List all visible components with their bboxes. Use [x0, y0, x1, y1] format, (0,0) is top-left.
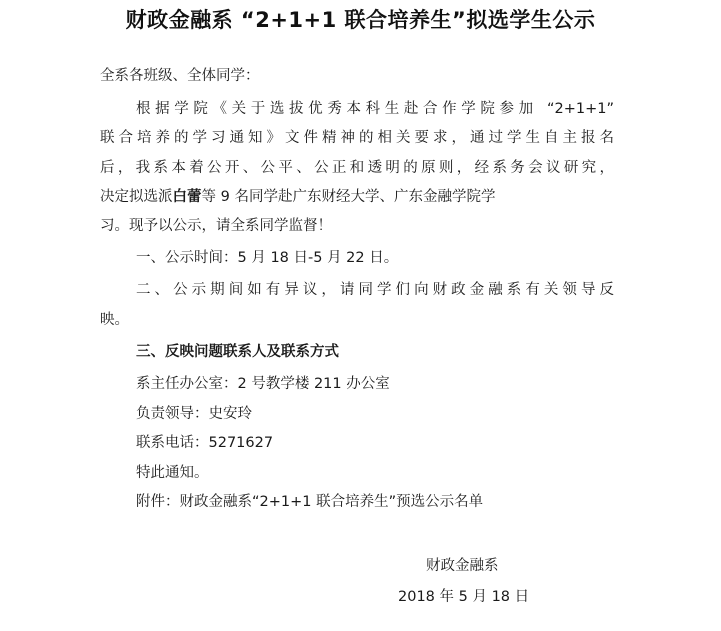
selected-student-name: 白蕾 — [172, 189, 202, 205]
signature-date: 2018 年 5 月 18 日 — [398, 589, 530, 605]
contact-heading: 三、反映问题联系人及联系方式 — [136, 344, 339, 360]
item-objection-line-2: 映。 — [100, 312, 129, 328]
document-title: 财政金融系 “2+1+1 联合培养生”拟选学生公示 — [125, 8, 596, 32]
body-line-1: 根据学院《关于选拔优秀本科生赴合作学院参加 “2+1+1” — [136, 101, 614, 117]
contact-leader: 负责领导：史安玲 — [136, 406, 252, 422]
item-publicity-period: 一、公示时间：5 月 18 日-5 月 22 日。 — [136, 250, 399, 266]
contact-office: 系主任办公室：2 号教学楼 211 办公室 — [136, 376, 390, 392]
body-line-2: 联合培养的学习通知》文件精神的相关要求，通过学生自主报名 — [100, 130, 614, 146]
signature-organization: 财政金融系 — [426, 558, 499, 574]
closing-text: 特此通知。 — [136, 465, 209, 481]
body-line-4-suffix: 等 9 名同学赴广东财经大学、广东金融学院学 — [201, 189, 496, 205]
body-line-4 — [100, 187, 614, 207]
contact-phone: 联系电话：5271627 — [136, 435, 274, 451]
attachment-note: 附件：财政金融系“2+1+1 联合培养生”预选公示名单 — [136, 494, 484, 510]
body-line-3: 后，我系本着公开、公平、公正和透明的原则，经系务会议研究， — [100, 160, 614, 176]
body-line-4-prefix: 决定拟选派 — [100, 189, 173, 205]
item-objection-line-1: 二、公示期间如有异议，请同学们向财政金融系有关领导反 — [136, 282, 614, 298]
body-line-5: 习。现予以公示，请全系同学监督！ — [100, 218, 332, 234]
salutation: 全系各班级、全体同学： — [100, 68, 260, 84]
